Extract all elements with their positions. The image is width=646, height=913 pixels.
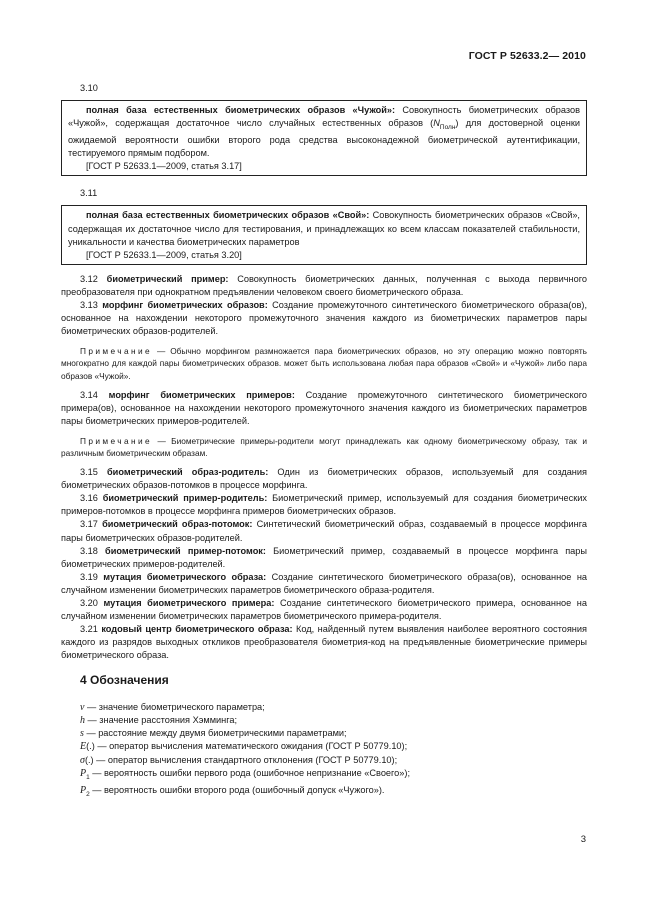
term: биометрический пример-родитель: [102,493,268,504]
reference: [ГОСТ Р 52633.1—2009, статья 3.20] [86,249,242,260]
symbol-item: E(.) — оператор вычисления математического ожидания (ГОСТ Р 50779.10); [80,741,408,753]
note-2: Примечание — Биометрические примеры-родители могут принадлежать как одному биометрическому образу, так и различным биометрическим образам. [61,435,587,458]
term: мутация биометрического образа: [103,571,267,582]
clause-3-19: 3.19 мутация биометрического образа: Создание синтетического биометрического образа(ов), основанное на случайном изменении биометрических параметров биометрического образа-родителя. [61,571,587,595]
term: морфинг биометрических образов: [102,300,268,311]
note-label: Примечание [80,346,153,357]
symbol-subscript: Полн [439,124,456,132]
symbol-item: h — значение расстояния Хэмминга; [80,714,238,726]
reference: [ГОСТ Р 52633.1—2009, статья 3.17] [86,161,242,172]
symbol-item: s — расстояние между двумя биометрическими параметрами; [80,728,347,740]
clause-3-12: 3.12 биометрический пример: Совокупность биометрических данных, полученная с выхода первичного преобразователя при однократном предъявлении человеком своего биометрического образа. [61,273,587,297]
definition-box-3-11 [61,205,587,264]
clause-3-17: 3.17 биометрический образ-потомок: Синтетический биометрический образ, создаваемый в процессе морфинга пары биометрических образов-родителей. [61,519,588,543]
definition-text: полная база естественных биометрических образов «Свой»: Совокупность биометрических образов «Свой», содержащая их достаточное число для тестирования, и принадлежащих ко всем классам показателей стабильности, уникальности и качества биометрических параметров [68,210,580,247]
term: полная база естественных биометрических образов «Чужой»: [86,105,396,116]
clause-number: 3.11 [80,188,98,199]
clause-3-14: 3.14 морфинг биометрических примеров: Создание промежуточного синтетического биометрического примера(ов), основанное на нахождении некоторого промежуточного значения каждого из биометрических параметров пары биометрических примеров-родителей. [61,389,587,426]
term: биометрический образ-родитель: [107,467,269,478]
note-label: Примечание [80,435,153,446]
symbol-item: $P_1$ — вероятность ошибки первого рода (ошибочное непризнание «Своего»); [80,768,411,781]
term: биометрический образ-потомок: [102,519,253,530]
symbol: N [433,118,440,129]
term: биометрический пример: [106,273,229,284]
term: кодовый центр биометрического образа: [101,624,293,635]
definition-box-3-10 [61,100,587,176]
clause-3-16: 3.16 биометрический пример-родитель: Биометрический пример, используемый для создания биометрических примеров-потомков в процессе морфинга примеров биометрических образов. [61,493,587,517]
term: полная база естественных биометрических образов «Свой»: [86,210,370,221]
document-body [61,82,587,801]
term: мутация биометрического примера: [103,598,275,609]
page-number: 3 [580,834,586,845]
symbols-list [61,701,587,802]
clause-3-18: 3.18 биометрический пример-потомок: Биометрический пример, создаваемый в процессе морфинга пары биометрических примеров-родителей. [61,545,587,569]
note-1: Примечание — Обычно морфингом размножается пара биометрических образов, но эту операцию можно повторять многократно для каждой пары биометрических образов. может быть использована любая пара образов «Свой» и «Чужой» либо пара образов «Чужой». [61,346,587,381]
symbol-item: $P_2$ — вероятность ошибки второго рода (ошибочный допуск «Чужого»). [80,785,385,799]
clause-3-21: 3.21 кодовый центр биометрического образа: Код, найденный путем выявления наиболее вероятного состояния каждого из разрядов выходных откликов преобразователя биометрия-код на предъявленные биометрические примеры биометрического образа. [61,624,587,661]
clause-number: 3.10 [80,83,98,93]
symbol-item: v — значение биометрического параметра; [80,701,265,713]
term: морфинг биометрических примеров: [108,389,295,400]
clause-3-13: 3.13 морфинг биометрических образов: Создание промежуточного синтетического биометрического образа(ов), основанное на нахождении некоторого промежуточного значения каждого из биометрических параметров пары биометрических образов-родителей. [61,300,588,337]
clause-3-20: 3.20 мутация биометрического примера: Создание синтетического биометрического примера, основанное на случайном изменении биометрических параметров биометрического примера-родителя. [61,598,587,622]
clause-3-15: 3.15 биометрический образ-родитель: Один из биометрических образов, используемый для создания биометрических образов-потомков в процессе морфинга. [61,467,587,491]
symbol-item: σ(.) — оператор вычисления стандартного отклонения (ГОСТ Р 50779.10); [80,754,398,766]
term: биометрический пример-потомок: [105,545,266,556]
document-code: ГОСТ Р 52633.2— 2010 [468,50,586,62]
definition-text: полная база естественных биометрических образов «Чужой»: Совокупность биометрических образов «Чужой», содержащая достаточное число случайных естественных образов $(N_{Полн})$ для достоверной оценки ожидаемой вероятности ошибки второго рода средства высоконадежной биометрической аутентификации, тестируемого прямым подбором. [68,105,581,159]
section-heading: 4 Обозначения [80,673,169,688]
